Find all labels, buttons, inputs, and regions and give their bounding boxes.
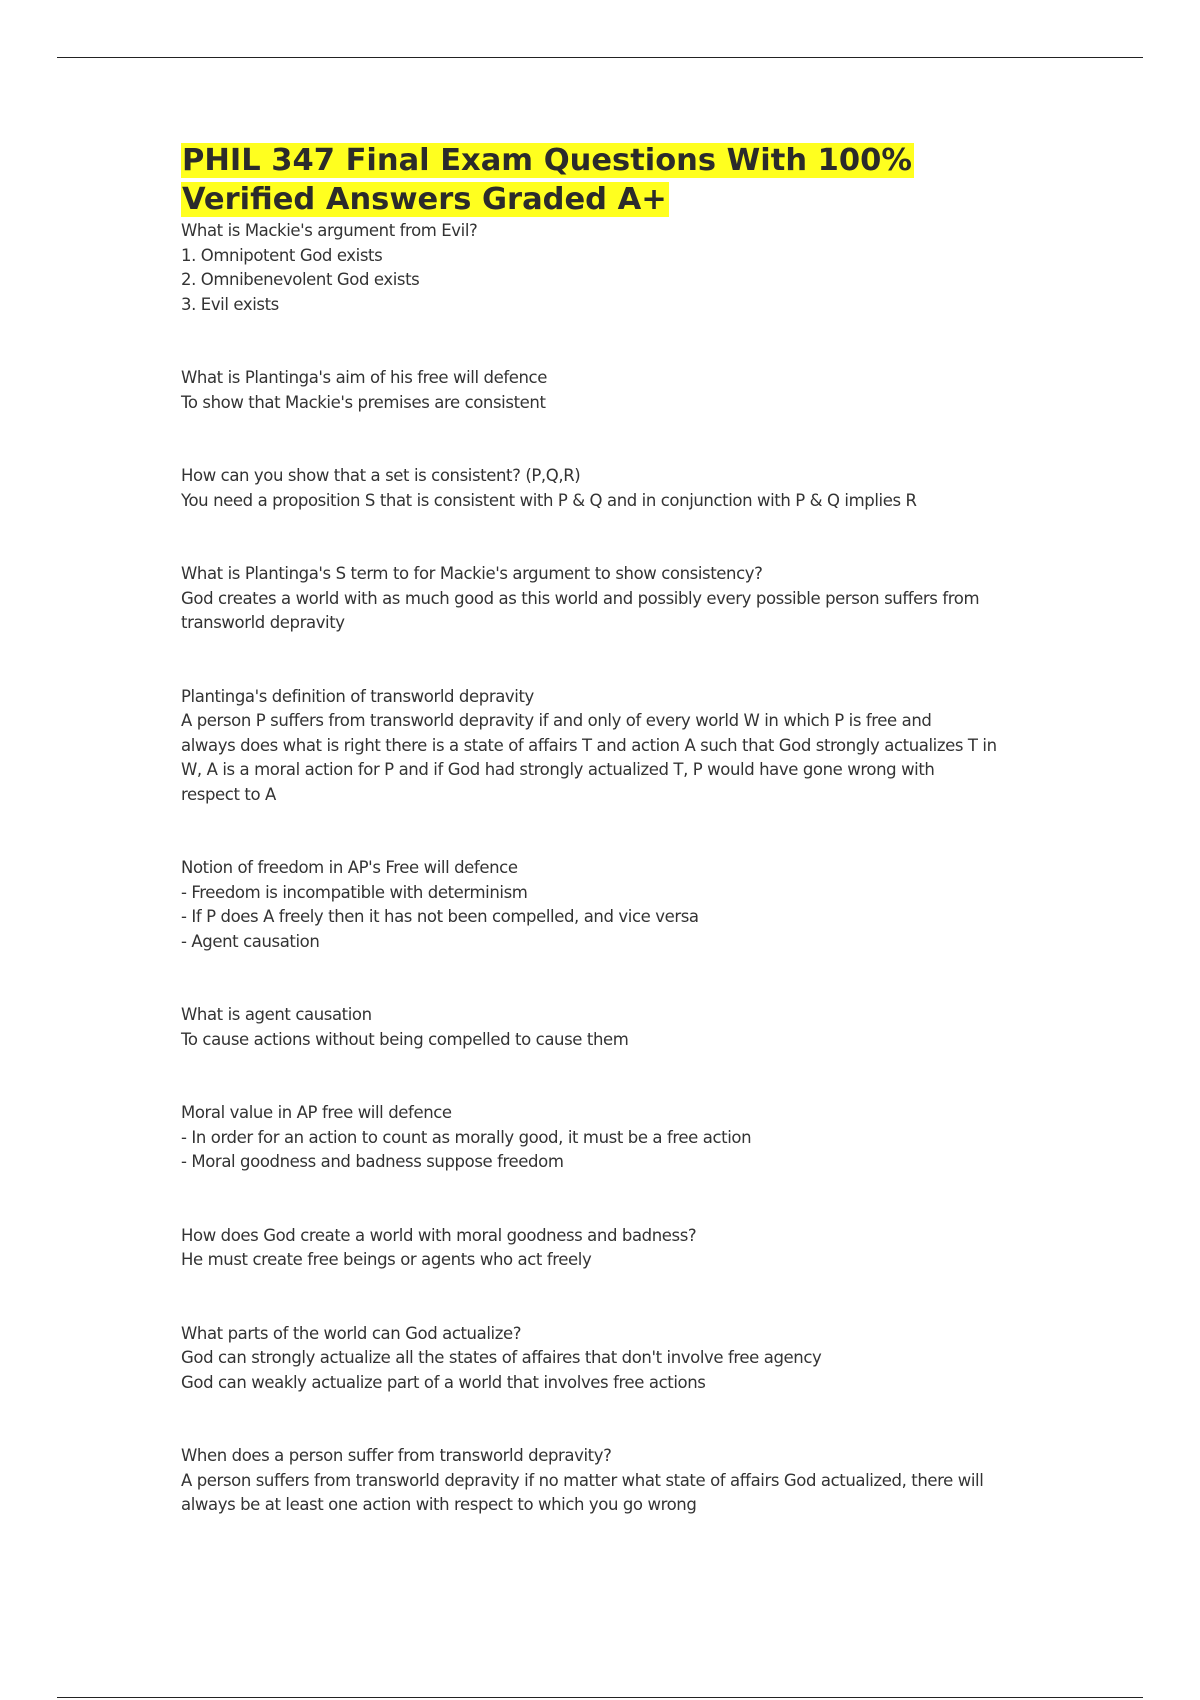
question-text: When does a person suffer from transworld depravity?	[181, 1446, 612, 1465]
answer-text: - Agent causation	[181, 931, 320, 951]
answer-text: God creates a world with as much good as this world and possibly every possible person suffers from	[181, 588, 980, 608]
answer-text: 2. Omnibenevolent God exists	[181, 270, 420, 289]
question-text: What is Mackie's argument from Evil?	[181, 221, 478, 240]
qa-item	[181, 1224, 1041, 1273]
qa-item	[181, 856, 1041, 954]
question-text: How can you show that a set is consistent? (P,Q,R)	[181, 466, 581, 485]
question-text: Plantinga's definition of transworld depravity	[181, 686, 534, 706]
question-text: What is Plantinga's S term to for Mackie's argument to show consistency?	[181, 564, 763, 583]
answer-text: - In order for an action to count as morally good, it must be a free action	[181, 1127, 752, 1147]
answer-text: A person P suffers from transworld depravity if and only of every world W in which P is free and	[181, 711, 932, 730]
answer-text: To show that Mackie's premises are consistent	[181, 392, 546, 412]
qa-item	[181, 1003, 1041, 1052]
answer-text: - If P does A freely then it has not been compelled, and vice versa	[181, 907, 699, 926]
answer-text: transworld depravity	[181, 613, 345, 632]
answer-text: To cause actions without being compelled to cause them	[181, 1029, 629, 1049]
title-line-1: PHIL 347 Final Exam Questions With 100%	[182, 143, 912, 178]
answer-text: He must create free beings or agents who act freely	[181, 1250, 592, 1269]
question-text: Moral value in AP free will defence	[181, 1103, 452, 1122]
document-title	[181, 141, 1041, 219]
answer-text: 1. Omnipotent God exists	[181, 245, 383, 265]
question-text: What parts of the world can God actualize?	[181, 1323, 522, 1343]
answer-text: A person suffers from transworld depravity if no matter what state of affairs God actualized, there will	[181, 1470, 984, 1490]
title-line-2: Verified Answers Graded A+	[182, 182, 667, 217]
footer-rule	[57, 1697, 1143, 1698]
answer-text: - Freedom is incompatible with determinism	[181, 882, 528, 902]
qa-item	[181, 366, 1041, 415]
question-text: Notion of freedom in AP's Free will defence	[181, 858, 518, 877]
answer-text: God can weakly actualize part of a world that involves free actions	[181, 1372, 706, 1392]
answer-text: You need a proposition S that is consistent with P & Q and in conjunction with P & Q implies R	[181, 490, 917, 510]
qa-item	[181, 1101, 1041, 1175]
answer-text: - Moral goodness and badness suppose freedom	[181, 1152, 564, 1171]
qa-item	[181, 685, 1041, 808]
qa-item	[181, 219, 1041, 317]
answer-text: always be at least one action with respect to which you go wrong	[181, 1495, 697, 1514]
qa-item	[181, 1322, 1041, 1396]
qa-item	[181, 1444, 1041, 1518]
qa-list	[181, 219, 1041, 1518]
question-text: What is agent causation	[181, 1005, 372, 1024]
answer-text: 3. Evil exists	[181, 294, 279, 314]
question-text: How does God create a world with moral goodness and badness?	[181, 1225, 697, 1245]
qa-item	[181, 562, 1041, 636]
question-text: What is Plantinga's aim of his free will defence	[181, 368, 547, 387]
answer-text: W, A is a moral action for P and if God had strongly actualized T, P would have gone wrong with	[181, 760, 935, 779]
header-rule	[57, 57, 1143, 58]
qa-item	[181, 464, 1041, 513]
answer-text: always does what is right there is a state of affairs T and action A such that God strongly actualizes T in	[181, 735, 997, 755]
answer-text: respect to A	[181, 784, 276, 804]
document-body	[181, 141, 1041, 1518]
answer-text: God can strongly actualize all the states of affaires that don't involve free agency	[181, 1348, 822, 1367]
